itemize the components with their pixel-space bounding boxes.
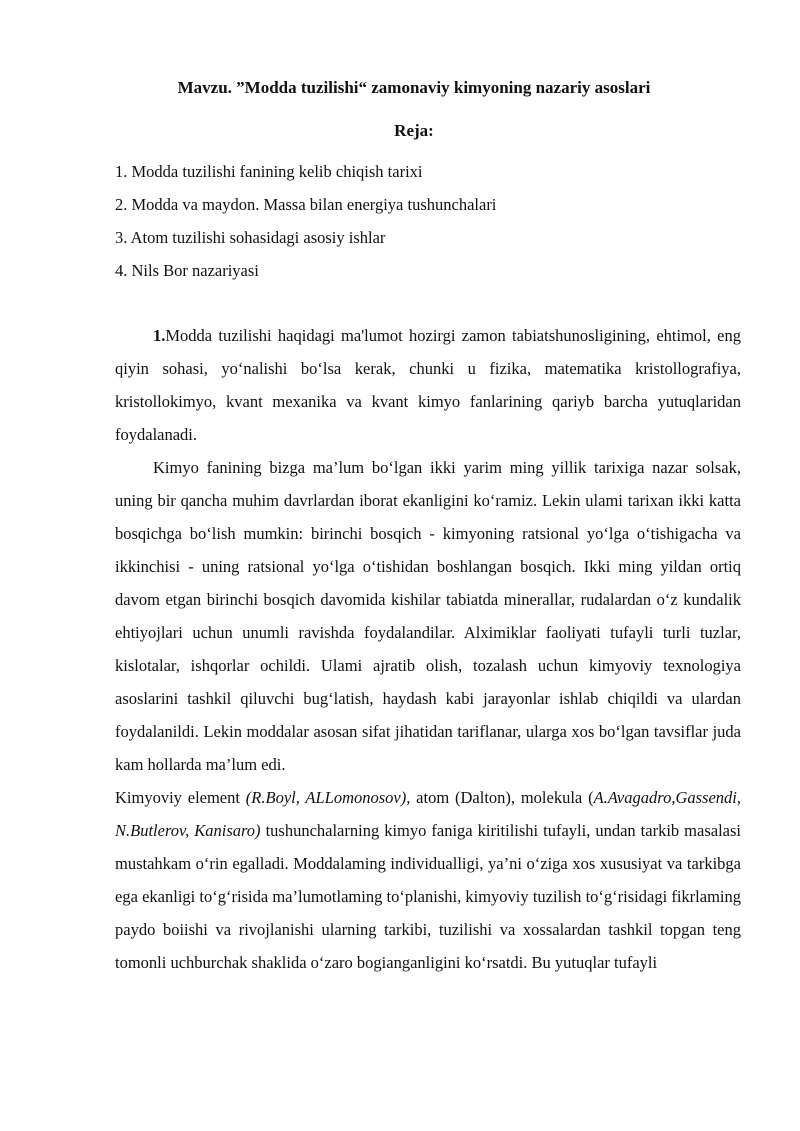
plan-item: 2. Modda va maydon. Massa bilan energiya tushunchalari	[115, 195, 497, 214]
scientist-names: A.Avagadro,Gassendi, N.Butlerov, Kanisaro)	[115, 788, 741, 840]
section-1-paragraph	[115, 319, 741, 451]
page-title: Mavzu. ”Modda tuzilishi“ zamonaviy kimyoning nazariy asoslari	[177, 78, 651, 97]
plan-item: 1. Modda tuzilishi fanining kelib chiqish tarixi	[115, 162, 423, 181]
plan-list	[115, 160, 745, 292]
scientist-names: (R.Boyl, ALLomonosov),	[245, 788, 411, 807]
plan-item: 4. Nils Bor nazariyasi	[115, 261, 259, 280]
plan-item: 3. Atom tuzilishi sohasidagi asosiy ishlar	[115, 228, 386, 247]
paragraph-2: Kimyo fanining bizga ma’lum bo‘lgan ikki yarim ming yillik tarixiga nazar solsak, uning bir qancha muhim davrlardan iborat ekanligini ko‘ramiz. Lekin ulami tarixan ikki katta bosqichga bo‘lish mumkin: birinchi bosqich - kimyoning ratsional yo‘lga o‘tishigacha va ikkinchisi - uning ratsional yo‘lga o‘tishidan boshlangan bosqich. Ikki ming yildan ortiq davom etgan birinchi bosqich davomida kishilar tabiatda minerallar, rudalardan o‘z kundalik ehtiyojlari uchun unumli ravishda foydalandilar. Alximiklar faoliyati tufayli turli tuzlar, kislotalar, ishqorlar ochildi. Ulami ajratib olish, tozalash uchun kimyoviy texnologiya asoslarini tashkil qiluvchi bug‘latish, haydash kabi jarayonlar ishlab chiqildi va ulardan foydalanildi. Lekin moddalar asosan sifat jihatidan tariflanar, ularga xos bo‘lgan tavsiflar juda kam hollarda ma’lum edi.	[115, 458, 741, 774]
section-1-text: Modda tuzilishi haqidagi ma'lumot hozirgi zamon tabiatshunosligining, ehtimol, eng qiyin sohasi, yo‘nalishi bo‘lsa kerak, chunki u fizika, matematika kristollografiya, kristollokimyo, kvant mexanika va kvant kimyo fanlarining qariyb barcha yutuqlaridan foydalanadi.	[115, 326, 741, 444]
paragraph-3-text: Kimyoviy element	[115, 788, 246, 807]
paragraph-3	[115, 781, 741, 979]
plan-heading: Reja:	[394, 121, 434, 140]
body-text	[115, 319, 741, 979]
section-number: 1.	[153, 326, 166, 345]
paragraph-3-text: atom (Dalton), molekula (	[410, 788, 594, 807]
paragraph-3-text: tushunchalarning kimyo faniga kiritilishi tufayli, undan tarkib masalasi mustahkam o‘rin egalladi. Moddalaming individualligi, ya’ni o‘ziga xos xususiyat va tarkibga ega ekanligi to‘g‘risida ma’lumotlaming to‘planishi, kimyoviy tuzilish to‘g‘risidagi fikrlaming paydo boiishi va rivojlanishi ularning tarkibi, tuzilishi va xossalardan tashkil topgan teng tomonli uchburchak shaklida o‘zaro bogianganligini ko‘rsatdi. Bu yutuqlar tufayli	[115, 821, 741, 972]
